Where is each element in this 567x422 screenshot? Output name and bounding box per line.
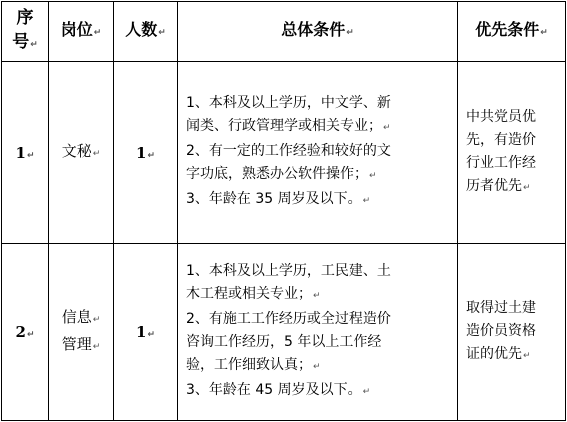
paragraph-mark: ↵ <box>540 28 548 38</box>
header-post <box>49 2 114 62</box>
header-seq <box>2 2 49 62</box>
row-seq-text: 1 <box>15 143 26 162</box>
paragraph-mark: ↵ <box>147 150 155 161</box>
paragraph-mark: ↵ <box>93 28 102 38</box>
table-row <box>2 62 566 244</box>
row-post-text: 管理 <box>61 335 92 353</box>
preference-line: 行业工作经 <box>466 154 536 171</box>
preference-line: 造价员资格 <box>466 322 536 339</box>
requirement-line: 1、本科及以上学历，中文学、新 <box>186 95 391 111</box>
header-seq-char-2-text: 号 <box>12 32 30 52</box>
paragraph-mark: ↵ <box>158 28 166 38</box>
requirement-line: 咨询工作经历，5 年以上工作经 <box>186 334 382 350</box>
requirement-line <box>186 283 451 308</box>
row-requirements <box>178 62 458 244</box>
row-requirements <box>178 244 458 421</box>
header-seq-char-2 <box>2 30 48 57</box>
row-count <box>114 62 178 244</box>
paragraph-mark: ↵ <box>313 362 321 372</box>
paragraph-mark: ↵ <box>30 40 38 50</box>
requirement-line-text: 3、年龄在 35 周岁及以下。 <box>186 191 362 207</box>
requirement-line-text: 闻类、行政管理学或相关专业； <box>186 118 382 134</box>
paragraph-mark: ↵ <box>383 123 391 133</box>
table-header-row <box>2 2 566 62</box>
recruitment-table <box>1 1 566 421</box>
preference-line <box>466 343 560 368</box>
paragraph-mark: ↵ <box>26 150 35 161</box>
preference-line: 取得过土建 <box>466 299 536 316</box>
preference-line: 先，有造价 <box>466 131 536 148</box>
preference-line: 中共党员优 <box>466 108 536 125</box>
requirement-line <box>186 354 451 379</box>
row-preferences <box>458 62 566 244</box>
requirement-line <box>186 188 451 213</box>
paragraph-mark: ↵ <box>313 291 321 301</box>
header-seq-char-1: 序 <box>16 8 34 28</box>
paragraph-mark: ↵ <box>346 28 354 38</box>
requirement-line-text: 字功底，熟悉办公软件操作； <box>186 166 368 182</box>
header-requirements-text: 总体条件 <box>281 20 346 39</box>
requirement-line: 2、有施工工作经历或全过程造价 <box>186 311 391 327</box>
header-requirements <box>178 2 458 62</box>
paragraph-mark: ↵ <box>26 330 35 340</box>
row-post-line <box>49 332 113 359</box>
paragraph-mark: ↵ <box>147 330 155 340</box>
requirement-line <box>186 115 451 140</box>
paragraph-mark: ↵ <box>523 182 531 193</box>
requirement-line <box>186 163 451 188</box>
row-seq <box>2 62 49 244</box>
row-seq <box>2 244 49 421</box>
header-count-text: 人数 <box>125 20 158 39</box>
header-count <box>114 2 178 62</box>
requirement-line-text: 木工程或相关专业； <box>186 286 312 302</box>
row-post-line <box>49 305 113 332</box>
row-post-text: 信息 <box>61 308 92 326</box>
row-count-text: 1 <box>136 143 147 162</box>
requirement-line: 1、本科及以上学历，工民建、土 <box>186 263 391 279</box>
table-row <box>2 244 566 421</box>
header-preferences <box>458 2 566 62</box>
paragraph-mark: ↵ <box>523 350 531 361</box>
header-post-text: 岗位 <box>60 20 93 39</box>
row-seq-text: 2 <box>15 323 26 341</box>
row-preferences <box>458 244 566 421</box>
row-count <box>114 244 178 421</box>
preference-line-text: 证的优先 <box>466 345 522 362</box>
paragraph-mark: ↵ <box>92 149 101 159</box>
requirement-line-text: 3、年龄在 45 周岁及以下。 <box>186 382 362 398</box>
paragraph-mark: ↵ <box>362 196 371 206</box>
paragraph-mark: ↵ <box>92 315 101 325</box>
preference-line-text: 历者优先 <box>466 177 522 194</box>
paragraph-mark: ↵ <box>92 342 101 352</box>
requirement-line <box>186 379 451 404</box>
requirement-line-text: 验，工作细致认真； <box>186 357 312 373</box>
paragraph-mark: ↵ <box>362 387 371 397</box>
row-post-text: 文秘 <box>61 142 92 160</box>
row-post <box>49 244 114 421</box>
preference-line <box>466 175 560 200</box>
paragraph-mark: ↵ <box>369 171 377 181</box>
header-preferences-text: 优先条件 <box>475 20 540 39</box>
row-post <box>49 62 114 244</box>
row-count-text: 1 <box>136 323 147 341</box>
requirement-line: 2、有一定的工作经验和较好的文 <box>186 143 391 159</box>
